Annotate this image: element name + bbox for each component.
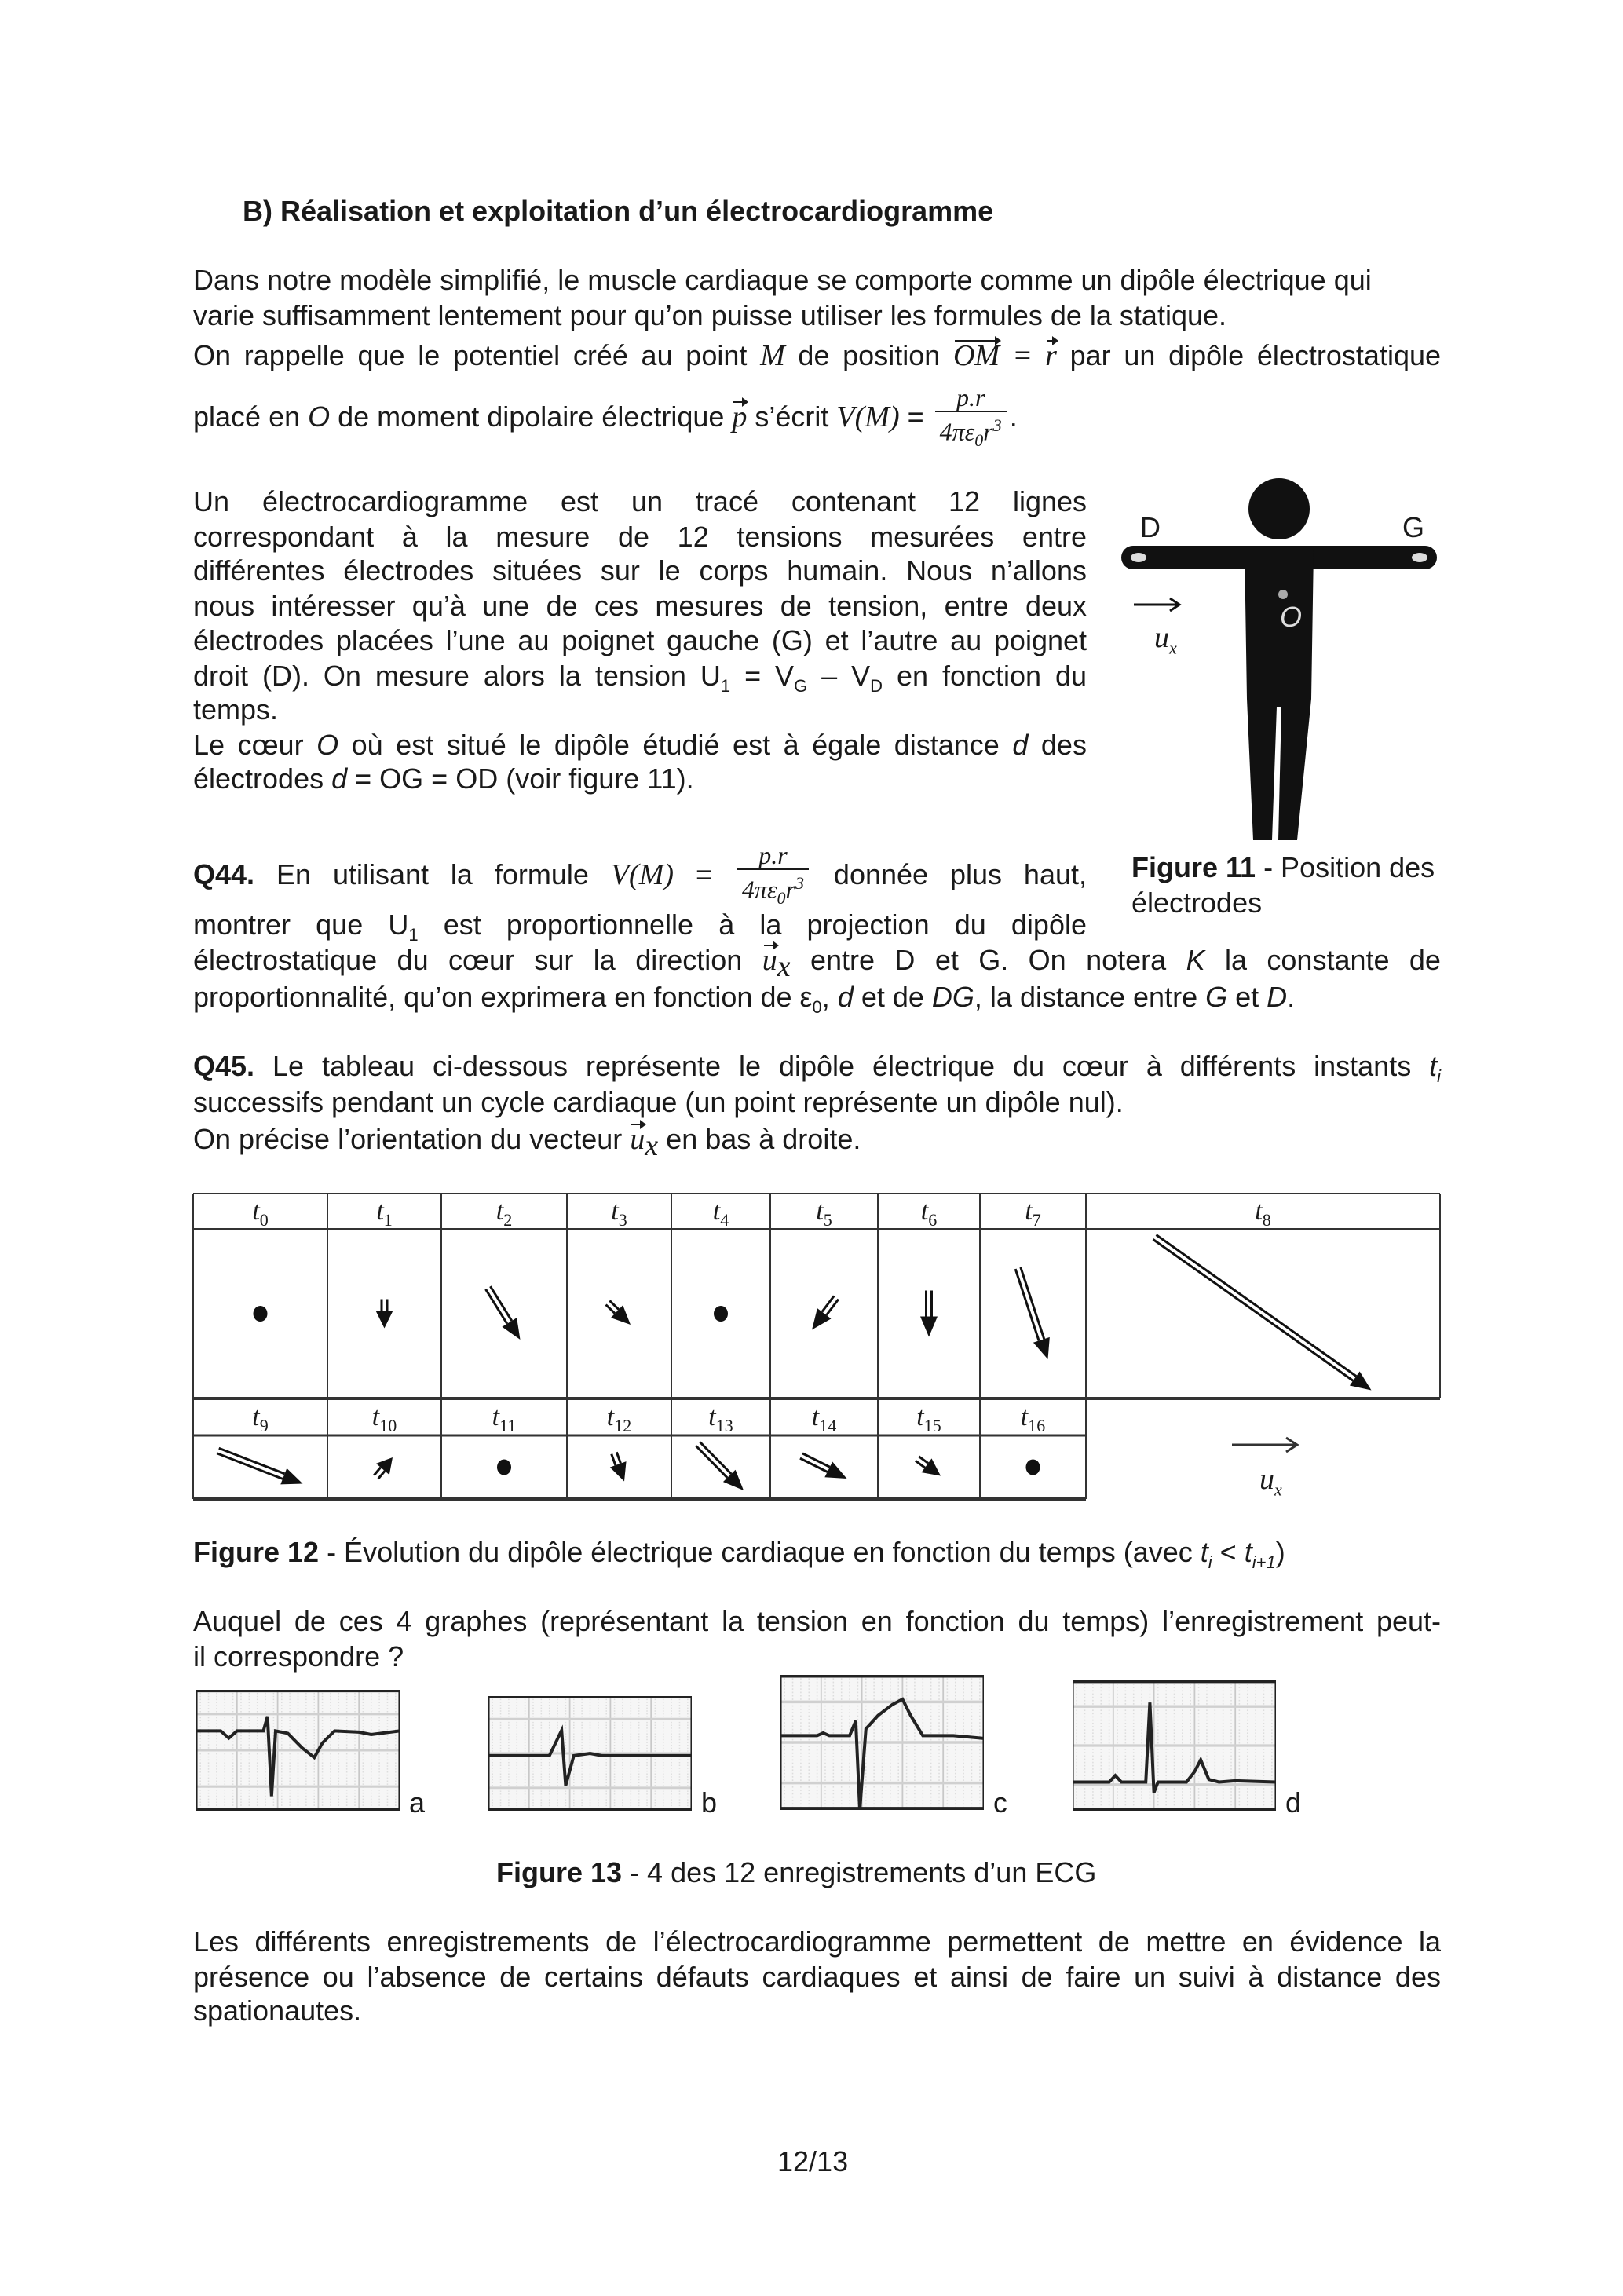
text: = bbox=[674, 858, 734, 891]
den-sup: 3 bbox=[795, 873, 804, 893]
sub: 11 bbox=[499, 1415, 517, 1435]
text: de moment dipolaire électrique bbox=[330, 400, 733, 433]
t: t bbox=[811, 1402, 820, 1431]
t: t bbox=[816, 1196, 824, 1226]
t: t bbox=[712, 1196, 721, 1226]
u: u bbox=[1154, 621, 1169, 654]
caption-text: - Évolution du dipôle électrique cardiaque en fonction du temps (avec bbox=[319, 1536, 1201, 1568]
dipole-vector-t12 bbox=[610, 1452, 627, 1481]
t: t bbox=[371, 1402, 380, 1431]
ecg-label-d: d bbox=[1285, 1786, 1302, 1819]
text: entre D et G. On notera bbox=[790, 944, 1186, 976]
sub: 9 bbox=[259, 1415, 269, 1435]
ecg-intro-line: correspondant à la mesure de 12 tensions mesurées entre bbox=[193, 521, 1087, 553]
text: et bbox=[1227, 981, 1267, 1013]
t: t bbox=[1020, 1402, 1029, 1431]
vector-OM: OM bbox=[952, 339, 1000, 372]
t: t bbox=[495, 1196, 504, 1226]
sub: 3 bbox=[618, 1209, 627, 1230]
figure-12-caption bbox=[193, 1535, 1441, 1580]
label-O: O bbox=[1280, 601, 1303, 633]
dipole-vector-t4 bbox=[714, 1306, 728, 1322]
text: électrodes bbox=[193, 762, 332, 795]
sub: x bbox=[1169, 638, 1177, 658]
text: et de bbox=[853, 981, 932, 1013]
text: en fonction du bbox=[883, 660, 1087, 692]
figure-11-caption-line2: électrodes bbox=[1131, 887, 1263, 919]
conclusion-line: spationautes. bbox=[193, 1994, 362, 2027]
text: en bas à droite. bbox=[658, 1123, 861, 1155]
text: – V bbox=[807, 660, 871, 692]
question-label: Q45. bbox=[193, 1050, 255, 1082]
text: . bbox=[1287, 981, 1296, 1013]
dipole-vector-t9 bbox=[217, 1448, 302, 1484]
formula-numerator: p.r bbox=[935, 384, 1007, 412]
sub: 4 bbox=[720, 1209, 729, 1230]
text: En utilisant la formule bbox=[276, 858, 611, 891]
text: = V bbox=[730, 660, 795, 692]
ecg-graph-c bbox=[780, 1675, 984, 1810]
text: On rappelle que le potentiel créé au point bbox=[193, 339, 761, 371]
question-line: il correspondre ? bbox=[193, 1640, 404, 1673]
sub: 2 bbox=[503, 1209, 513, 1230]
sub: 8 bbox=[1262, 1209, 1271, 1230]
sub: 1 bbox=[720, 676, 731, 696]
sub: x bbox=[777, 950, 791, 984]
den-sub: 0 bbox=[777, 888, 786, 909]
ecg-label-a: a bbox=[409, 1786, 426, 1819]
conclusion-line: présence ou l’absence de certains défauts cardiaques et ainsi de faire un suivi à distance des bbox=[193, 1961, 1441, 1993]
question-line: Auquel de ces 4 graphes (représentant la tension en fonction du temps) l’enregistrement peut- bbox=[193, 1605, 1442, 1637]
ecg-label-b: b bbox=[701, 1786, 718, 1819]
text: , la distance entre bbox=[974, 981, 1206, 1013]
math-d: d bbox=[331, 762, 348, 795]
caption-label: Figure 12 bbox=[193, 1536, 320, 1568]
sub: 12 bbox=[614, 1415, 632, 1435]
dipole-vector-t0 bbox=[254, 1306, 268, 1322]
sub: 6 bbox=[928, 1209, 938, 1230]
vector-u: u bbox=[630, 1123, 645, 1156]
label-G: G bbox=[1402, 511, 1425, 543]
text: des bbox=[1028, 729, 1087, 761]
text: ) bbox=[1275, 1536, 1285, 1568]
ecg-intro-line: électrodes placées l’une au poignet gauche (G) et l’autre au poignet bbox=[193, 624, 1087, 656]
caption-text: - 4 des 12 enregistrements d’un ECG bbox=[622, 1856, 1097, 1888]
q45-line: successifs pendant un cycle cardiaque (un point représente un dipôle nul). bbox=[193, 1086, 1124, 1118]
dipole-vector-t5 bbox=[812, 1296, 839, 1329]
text: = OG = OD (voir figure 11). bbox=[347, 762, 694, 795]
u: u bbox=[1259, 1463, 1274, 1496]
text: . bbox=[1009, 400, 1018, 433]
ecg-label-c: c bbox=[993, 1786, 1007, 1819]
text: Le cœur bbox=[193, 729, 317, 761]
ecg-graph-d bbox=[1073, 1680, 1276, 1811]
t: t bbox=[611, 1196, 619, 1226]
dipole-vector-t15 bbox=[916, 1457, 941, 1476]
conclusion-line: Les différents enregistrements de l’électrocardiogramme permettent de mettre en évidence la bbox=[193, 1925, 1442, 1958]
math-DG: DG bbox=[931, 981, 974, 1013]
text: proportionnalité, qu’on exprimera en fonction de ε bbox=[193, 981, 813, 1013]
sub: 0 bbox=[259, 1209, 269, 1230]
dipole-vector-t6 bbox=[920, 1291, 938, 1337]
sub: 10 bbox=[379, 1415, 397, 1435]
ecg-intro-line: Un électrocardiogramme est un tracé contenant 12 lignes bbox=[193, 485, 1087, 517]
math-t: t bbox=[1200, 1536, 1208, 1568]
ecg-intro-line: nous intéresser qu’à une de ces mesures de tension, entre deux bbox=[193, 590, 1087, 622]
den-r: r bbox=[983, 417, 993, 446]
math-K: K bbox=[1186, 944, 1205, 976]
t: t bbox=[606, 1402, 615, 1431]
math-t: t bbox=[1429, 1050, 1438, 1082]
dipole-vector-t2 bbox=[486, 1286, 521, 1340]
math-VM: V(M) bbox=[836, 400, 900, 434]
intro-line: Dans notre modèle simplifié, le muscle cardiaque se comporte comme un dipôle électrique qui bbox=[193, 264, 1372, 296]
sub: 1 bbox=[408, 925, 419, 945]
sub: i bbox=[1437, 1066, 1442, 1087]
sub: x bbox=[645, 1129, 659, 1163]
section-heading: B) Réalisation et exploitation d’un électrocardiogramme bbox=[243, 195, 994, 227]
math-t: t bbox=[1244, 1536, 1252, 1568]
dipole-vector-t11 bbox=[497, 1460, 511, 1475]
t: t bbox=[1255, 1196, 1263, 1226]
sub: 0 bbox=[812, 997, 822, 1018]
sub: 16 bbox=[1028, 1415, 1046, 1435]
den-r: r bbox=[785, 875, 795, 904]
den-text: 4πε bbox=[741, 875, 777, 904]
sub: G bbox=[794, 676, 808, 696]
text: où est situé le dipôle étudié est à égale distance bbox=[338, 729, 1013, 761]
vector-r: r bbox=[1045, 339, 1057, 372]
text: Le tableau ci-dessous représente le dipôle électrique du cœur à différents instants bbox=[272, 1050, 1430, 1082]
text: la constante de bbox=[1204, 944, 1441, 976]
question-label: Q44. bbox=[193, 858, 255, 891]
math-O: O bbox=[308, 400, 331, 433]
sub: 5 bbox=[823, 1209, 832, 1230]
sub: 15 bbox=[923, 1415, 941, 1435]
sub: 1 bbox=[383, 1209, 393, 1230]
t: t bbox=[708, 1402, 716, 1431]
text: électrostatique du cœur sur la direction bbox=[193, 944, 762, 976]
formula-numerator: p.r bbox=[737, 842, 809, 870]
t: t bbox=[1025, 1196, 1033, 1226]
text: droit (D). On mesure alors la tension U bbox=[193, 660, 721, 692]
caption-label: Figure 13 bbox=[496, 1856, 623, 1888]
ecg-graph-b bbox=[488, 1696, 692, 1811]
math-G: G bbox=[1205, 981, 1228, 1013]
math-eq: = bbox=[1000, 339, 1046, 372]
sub: 13 bbox=[715, 1415, 733, 1435]
sub: 7 bbox=[1032, 1209, 1041, 1230]
text: est proportionnelle à la projection du dipôle bbox=[418, 909, 1087, 941]
text: , bbox=[821, 981, 838, 1013]
text: de position bbox=[784, 339, 953, 371]
text: < bbox=[1212, 1536, 1245, 1568]
page-number: 12/13 bbox=[777, 2145, 849, 2177]
ecg-intro-line: différentes électrodes situées sur le corps humain. Nous n’allons bbox=[193, 554, 1087, 587]
sub: D bbox=[870, 676, 883, 696]
dipole-vector-t7 bbox=[1015, 1267, 1050, 1359]
math-VM: V(M) bbox=[610, 858, 674, 892]
text: = bbox=[899, 400, 932, 433]
sub: i+1 bbox=[1252, 1552, 1276, 1573]
math-d: d bbox=[837, 981, 854, 1013]
sub: 14 bbox=[819, 1415, 837, 1435]
math-D: D bbox=[1267, 981, 1288, 1013]
dipole-vector-t3 bbox=[606, 1300, 631, 1325]
t: t bbox=[920, 1196, 929, 1226]
text: On précise l’orientation du vecteur bbox=[193, 1123, 631, 1155]
t: t bbox=[492, 1402, 500, 1431]
text: par un dipôle électrostatique bbox=[1056, 339, 1442, 371]
label-D: D bbox=[1140, 511, 1161, 543]
t: t bbox=[252, 1196, 260, 1226]
table-ux-label bbox=[1259, 1462, 1282, 1508]
dipole-vector-t10 bbox=[374, 1457, 393, 1479]
dipole-vector-t13 bbox=[696, 1442, 744, 1490]
ecg-intro-line: temps. bbox=[193, 693, 279, 726]
intro-line: varie suffisamment lentement pour qu’on puisse utiliser les formules de la statique. bbox=[193, 299, 1227, 331]
figure-13-caption bbox=[496, 1855, 1096, 1890]
math-O: O bbox=[316, 729, 339, 761]
sub: i bbox=[1208, 1552, 1212, 1573]
dipole-vector-t8 bbox=[1153, 1235, 1371, 1391]
dipole-vector-t16 bbox=[1026, 1460, 1040, 1475]
dipole-vector-t1 bbox=[376, 1300, 393, 1329]
t: t bbox=[252, 1402, 260, 1431]
t: t bbox=[916, 1402, 924, 1431]
dipole-vector-t14 bbox=[800, 1453, 847, 1479]
math-M: M bbox=[760, 339, 785, 372]
den-sup: 3 bbox=[992, 415, 1002, 435]
t: t bbox=[376, 1196, 384, 1226]
den-text: 4πε bbox=[939, 417, 975, 446]
text: montrer que U bbox=[193, 909, 409, 941]
caption-label: Figure 11 bbox=[1131, 851, 1256, 883]
text: placé en bbox=[193, 400, 309, 433]
ecg-graph-a bbox=[196, 1690, 400, 1811]
vector-p: p bbox=[732, 400, 748, 434]
den-sub: 0 bbox=[974, 430, 984, 451]
sub: x bbox=[1274, 1479, 1282, 1500]
caption-text: - Position des bbox=[1256, 851, 1435, 883]
math-d: d bbox=[1012, 729, 1029, 761]
text: donnée plus haut, bbox=[812, 858, 1087, 891]
text: s’écrit bbox=[747, 400, 837, 433]
vector-u: u bbox=[762, 944, 777, 977]
